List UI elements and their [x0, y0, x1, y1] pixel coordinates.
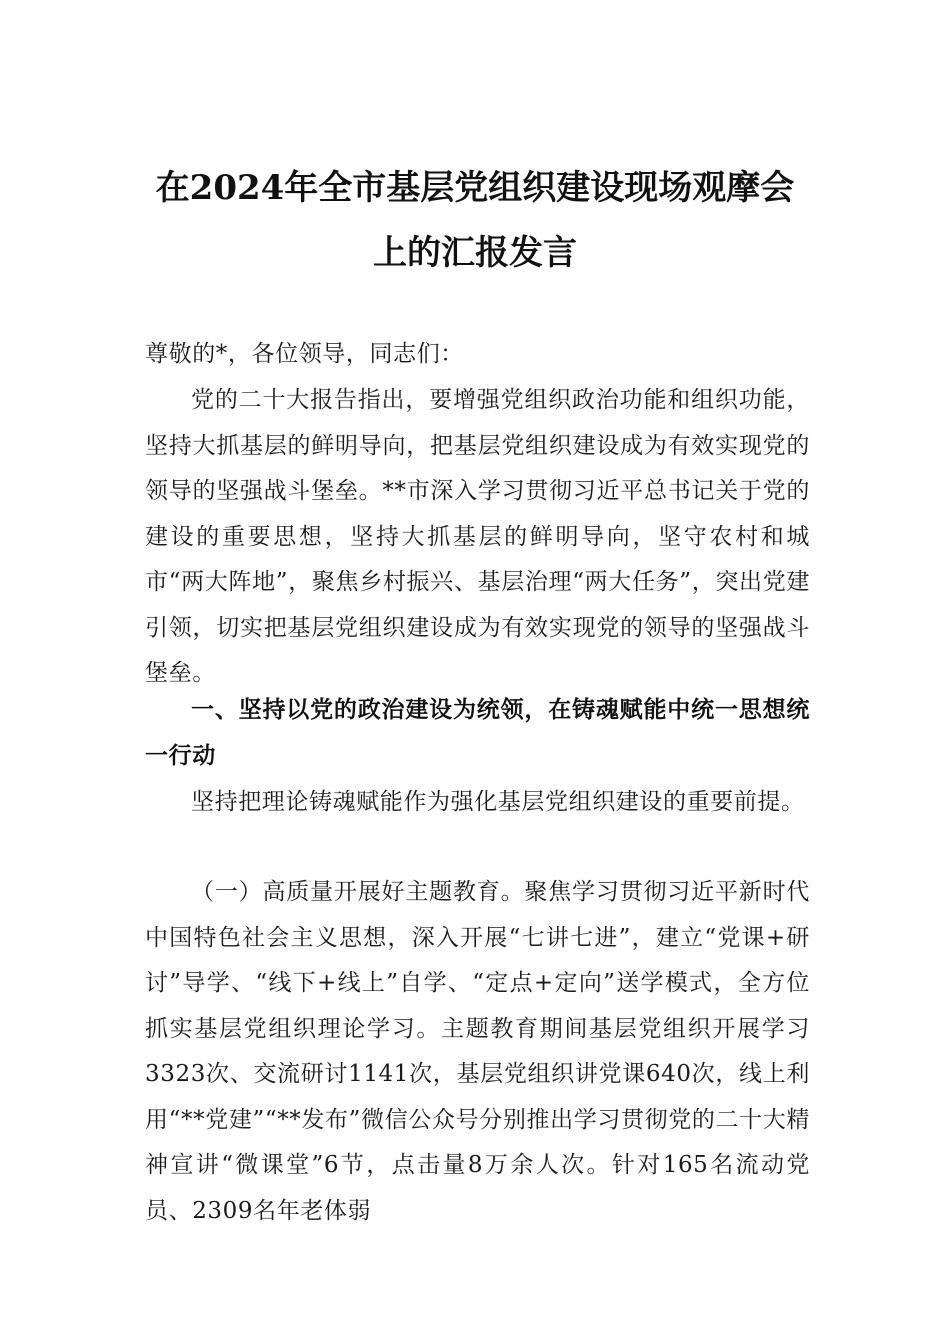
document-title-line-2: 上的汇报发言 [373, 233, 577, 273]
paragraph-2: 坚持把理论铸魂赋能作为强化基层党组织建设的重要前提。 [191, 789, 805, 815]
document-title-line-1: 在2024年全市基层党组织建设现场观摩会 [155, 168, 795, 208]
section-heading-1: 一、坚持以党的政治建设为统领，在铸魂赋能中统一思想统一行动 [145, 697, 810, 769]
paragraph-intro: 党的二十大报告指出，要增强党组织政治功能和组织功能，坚持大抓基层的鲜明导向，把基层党组织建设成为有效实现党的领导的坚强战斗堡垒。**市深入学习贯彻习近平总书记关于党的建设的重要思想，坚持大抓基层的鲜明导向，坚守农村和城市“两大阵地”，聚焦乡村振兴、基层治理“两大任务”，突出党建引领，切实把基层党组织建设成为有效实现党的领导的坚强战斗堡垒。 [145, 387, 810, 686]
paragraph-3: （一）高质量开展好主题教育。聚焦学习贯彻习近平新时代中国特色社会主义思想，深入开展“七讲七进”，建立“党课+研讨”导学、“线下+线上”自学、“定点+定向”送学模式，全方位抓实基层党组织理论学习。主题教育期间基层党组织开展学习3323次、交流研讨1141次，基层党组织讲党课640次，线上利用“**党建”“**发布”微信公众号分别推出学习贯彻党的二十大精神宣讲“微课堂”6节，点击量8万余人次。针对165名流动党员、2309名年老体弱 [145, 879, 810, 1224]
salutation: 尊敬的*，各位领导，同志们： [145, 341, 464, 367]
